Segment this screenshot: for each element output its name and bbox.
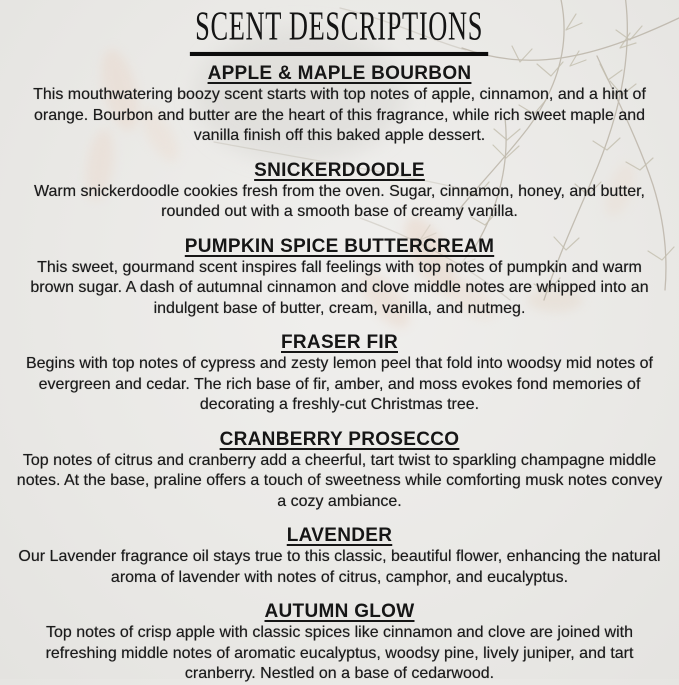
scent-description: This mouthwatering boozy scent starts with top notes of apple, cinnamon, and a hint of orange. Bourbon and butter are the heart of this fragrance, while rich sweet maple and vanilla finish off this baked apple dessert. — [33, 86, 646, 144]
scent-description: Warm snickerdoodle cookies fresh from the oven. Sugar, cinnamon, honey, and butter, rounded out with a smooth base of creamy vanilla. — [34, 182, 645, 220]
scent-description: Begins with top notes of cypress and zesty lemon peel that fold into woodsy mid notes of evergreen and cedar. The rich base of fir, amber, and moss evokes fond memories of decorating a freshly-cut Christmas tree. — [25, 355, 653, 413]
scent-description: Our Lavender fragrance oil stays true to this classic, beautiful flower, enhancing the natural aroma of lavender with notes of citrus, camphor, and eucalyptus. — [18, 548, 661, 586]
scent-section-pumpkin-spice-buttercream — [0, 236, 679, 320]
scent-name-heading: AUTUMN GLOW — [264, 601, 415, 622]
scent-section-autumn-glow — [0, 601, 679, 685]
scent-name-heading: LAVENDER — [286, 525, 393, 546]
scent-section-lavender — [0, 525, 679, 588]
scent-section-fraser-fir — [0, 332, 679, 416]
scent-section-snickerdoodle — [0, 160, 679, 223]
scent-description: This sweet, gourmand scent inspires fall feelings with top notes of pumpkin and warm brown sugar. A dash of autumnal cinnamon and clove middle notes are whipped into an indulgent base of butter, cream, vanilla, and nutmeg. — [30, 258, 649, 317]
scent-name-heading: APPLE & MAPLE BOURBON — [207, 63, 472, 84]
scent-section-cranberry-prosecco — [0, 429, 679, 513]
page-title-text: SCENT DESCRIPTIONS — [190, 4, 488, 56]
scent-name-heading: SNICKERDOODLE — [254, 159, 425, 181]
scent-name-heading: PUMPKIN SPICE BUTTERCREAM — [184, 235, 495, 257]
scent-name-heading: CRANBERRY PROSECCO — [219, 428, 460, 450]
scent-name-heading: FRASER FIR — [281, 332, 398, 353]
scent-description: Top notes of crisp apple with classic spices like cinnamon and clove are joined with refreshing middle notes of aromatic eucalyptus, woodsy pine, lively juniper, and tart cranberry. Nestled on a base of cedarwood. — [45, 624, 634, 682]
scent-section-apple-maple-bourbon — [0, 63, 679, 147]
scent-description: Top notes of citrus and cranberry add a cheerful, tart twist to sparkling champagne middle notes. At the base, praline offers a touch of sweetness while comforting musk notes convey a cozy ambiance. — [16, 451, 663, 510]
page-title — [0, 4, 679, 55]
